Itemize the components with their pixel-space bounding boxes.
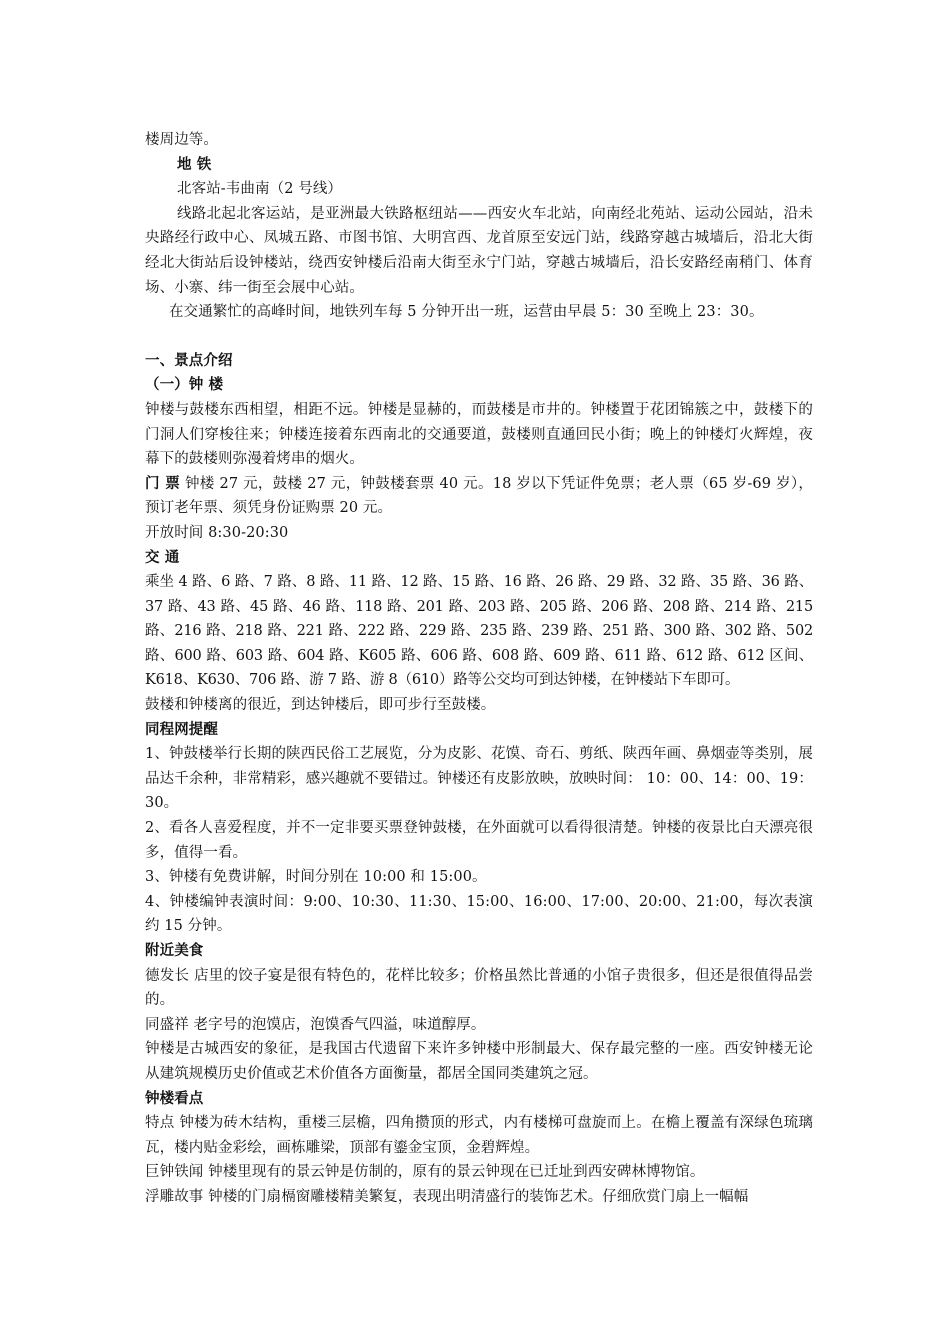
ticket-text: 钟楼 27 元，鼓楼 27 元，钟鼓楼套票 40 元。18 岁以下凭证件免票；老人票（65 岁-69 岁），预订老年票、须凭身份证购票 20 元。	[145, 475, 813, 517]
subsection-title: （一）钟 楼	[145, 376, 224, 394]
tips-heading: 同程网提醒	[145, 720, 218, 738]
document-body	[145, 128, 813, 1210]
subway-heading: 地 铁	[177, 155, 212, 173]
opening-hours: 开放时间 8:30-20:30	[145, 524, 289, 541]
ticket-paragraph	[145, 472, 813, 521]
tip-3: 3、钟楼有免费讲解，时间分别在 10:00 和 15:00。	[145, 869, 487, 886]
food-heading: 附近美食	[145, 942, 204, 959]
tip-4: 4、钟楼编钟表演时间：9:00、10:30、11:30、15:00、16:00、17:00、20:00、21:00，每次表演约 15 分钟。	[145, 893, 813, 935]
transport-heading: 交 通	[145, 548, 180, 566]
intro-tail: 楼周边等。	[145, 132, 218, 148]
food-2: 同盛祥 老字号的泡馍店，泡馍香气四溢，味道醇厚。	[145, 1016, 486, 1033]
ticket-label: 门 票	[145, 474, 181, 492]
walk-note: 鼓楼和钟楼离的很近，到达钟楼后，即可步行至鼓楼。	[145, 697, 496, 714]
bell-tower-intro: 钟楼与鼓楼东西相望，相距不远。钟楼是显赫的，而鼓楼是市井的。钟楼置于花团锦簇之中，鼓楼下的门洞人们穿梭往来；钟楼连接着东西南北的交通要道，鼓楼则直通回民小街；晚上的钟楼灯火辉煌，夜幕下的鼓楼则弥漫着烤串的烟火。	[145, 401, 813, 468]
bus-routes: 乘坐 4 路、6 路、7 路、8 路、11 路、12 路、15 路、16 路、26 路、29 路、32 路、35 路、36 路、37 路、43 路、45 路、46 路、118 路、201 路、203 路、205 路、206 路、208 路、214 路、215 路、216 路、218 路、221 路、222 路、229 路、235 路、239 路、251 路、300 路、302 路、502 路、600 路、603 路、604 路、K605 路、606 路、608 路、609 路、611 路、612 路、612 区间、K618、K630、706 路、游 7 路、游 8（610）路等公交均可到达钟楼，在钟楼站下车即可。	[145, 574, 813, 689]
tip-1: 1、钟鼓楼举行长期的陕西民俗工艺展览，分为皮影、花馍、奇石、剪纸、陕西年画、鼻烟壶等类别，展品达千余种，非常精彩，感兴趣就不要错过。钟楼还有皮影放映，放映时间： 10：00、14：00、19：30。	[145, 746, 813, 812]
subway-schedule: 在交通繁忙的高峰时间，地铁列车每 5 分钟开出一班，运营由早晨 5：30 至晚上 23：30。	[169, 304, 764, 321]
section-title: 一、景点介绍	[145, 351, 233, 369]
paragraph-gap	[145, 325, 813, 349]
feature-text: 特点 钟楼为砖木结构，重楼三层檐，四角攒顶的形式，内有楼梯可盘旋而上。在檐上覆盖有深绿色琉璃瓦，楼内贴金彩绘，画栋雕梁，顶部有鎏金宝顶，金碧辉煌。	[145, 1115, 813, 1156]
bell-text: 巨钟铁闻 钟楼里现有的景云钟是仿制的，原有的景云钟现在已迁址到西安碑林博物馆。	[145, 1164, 705, 1181]
relief-text: 浮雕故事 钟楼的门扇槅窗雕楼精美繁复，表现出明清盛行的装饰艺术。仔细欣赏门扇上一幅幅	[145, 1188, 749, 1205]
subway-line: 北客站-韦曲南（2 号线）	[177, 181, 343, 198]
subway-route: 线路北起北客运站，是亚洲最大铁路枢纽站——西安火车北站，向南经北苑站、运动公园站，沿未央路经行政中心、凤城五路、市图书馆、大明宫西、龙首原至安远门站，线路穿越古城墙后，沿北大街经北大街站后设钟楼站，绕西安钟楼后沿南大街至永宁门站，穿越古城墙后，沿长安路经南稍门、体育场、小寨、纬一街至会展中心站。	[145, 205, 813, 296]
tip-2: 2、看各人喜爱程度，并不一定非要买票登钟鼓楼，在外面就可以看得很清楚。钟楼的夜景比白天漂亮很多，值得一看。	[145, 820, 813, 861]
highlights-heading: 钟楼看点	[145, 1089, 204, 1107]
food-1: 德发长 店里的饺子宴是很有特色的，花样比较多；价格虽然比普通的小馆子贵很多，但还是很值得品尝的。	[145, 967, 813, 1009]
symbol-text: 钟楼是古城西安的象征，是我国古代遗留下来许多钟楼中形制最大、保存最完整的一座。西安钟楼无论从建筑规模历史价值或艺术价值各方面衡量，都居全国同类建筑之冠。	[145, 1041, 813, 1082]
